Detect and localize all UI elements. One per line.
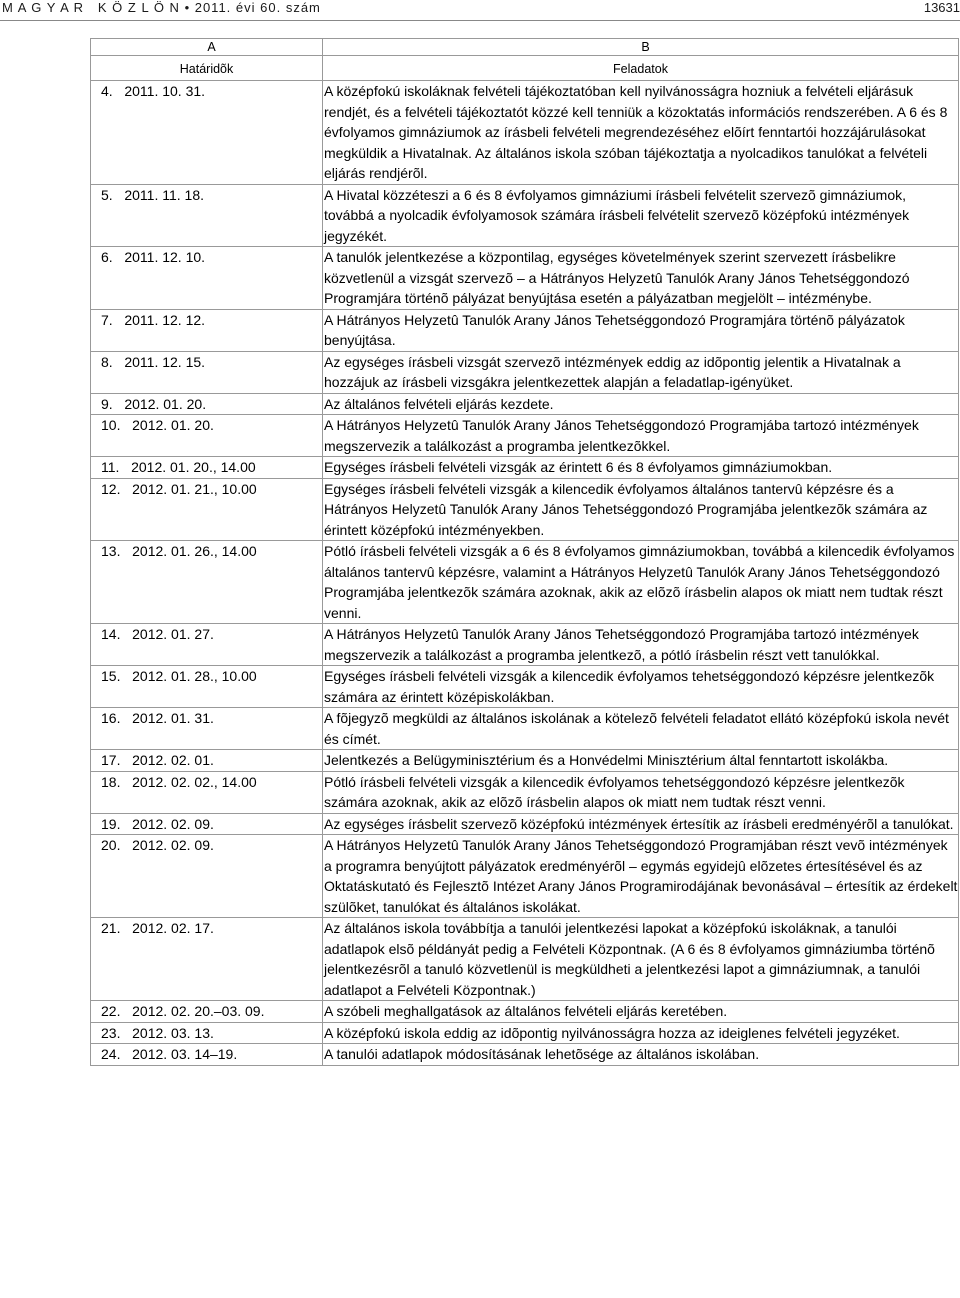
issue-label: • 2011. évi 60. szám: [184, 0, 321, 15]
deadline-cell: 22. 2012. 02. 20.–03. 09.: [91, 1001, 323, 1023]
journal-name: M A G Y A R K Ö Z L Ö N: [2, 0, 180, 15]
deadline-cell: 7. 2011. 12. 12.: [91, 309, 323, 351]
deadline-table: [90, 38, 959, 1066]
task-cell: A tanulók jelentkezése a központilag, egységes követelmények szerint szervezett írásbelikre közvetlenül a vizsgát szervezõ – a Hátrányos Helyzetû Tanulók Arany János Tehetséggondozó Programjára történõ pályázat benyújtása esetén a pályázatban megjelölt – intézménybe.: [323, 247, 959, 310]
table-row: [91, 457, 959, 479]
table-row: [91, 309, 959, 351]
task-cell: A Hátrányos Helyzetû Tanulók Arany János Tehetséggondozó Programjába tartozó intézmények megszervezik a találkozást a programba jelentkezõ, a pótló írásbelin részt vett tanulókkal.: [323, 624, 959, 666]
table-row: [91, 708, 959, 750]
deadline-cell: 19. 2012. 02. 09.: [91, 813, 323, 835]
header-divider: [0, 20, 960, 21]
column-letter-a: A: [91, 39, 323, 56]
column-title-deadlines: Határidõk: [91, 56, 323, 81]
deadline-cell: 5. 2011. 11. 18.: [91, 184, 323, 247]
task-cell: Az egységes írásbelit szervezõ középfokú intézmények értesítik az írásbeli eredményérõl a tanulókat.: [323, 813, 959, 835]
table-row: [91, 835, 959, 918]
task-cell: Egységes írásbeli felvételi vizsgák a kilencedik évfolyamos tehetséggondozó képzésre jelentkezõk számára az érintett középiskolákban.: [323, 666, 959, 708]
table-row: [91, 184, 959, 247]
table-row: [91, 247, 959, 310]
deadline-cell: 6. 2011. 12. 10.: [91, 247, 323, 310]
table-row: [91, 478, 959, 541]
deadline-cell: 20. 2012. 02. 09.: [91, 835, 323, 918]
table-row: [91, 771, 959, 813]
task-cell: A Hivatal közzéteszi a 6 és 8 évfolyamos gimnáziumi írásbeli felvételit szervezõ gimnáziumok, továbbá a nyolcadik évfolyamosok számára írásbeli felvételit szervezõ középfokú intézmények jegyzékét.: [323, 184, 959, 247]
task-cell: A középfokú iskoláknak felvételi tájékoztatóban kell nyilvánosságra hozniuk a felvételi eljárásuk rendjét, és a felvételi tájékoztatót közzé kell tenniük a közoktatás információs rendszerében. A 6 és 8 évfolyamos gimnáziumok az írásbeli felvételi megrendezéséhez elõírt fenntartói hozzájárulásokat megküldik a Hivatalnak. Az általános iskola szóban tájékoztatja a nyolcadikos tanulókat a felvételi eljárás rendjérõl.: [323, 81, 959, 185]
page-number: 13631: [923, 0, 960, 15]
table-row: [91, 1001, 959, 1023]
table-row: [91, 415, 959, 457]
task-cell: Egységes írásbeli felvételi vizsgák az érintett 6 és 8 évfolyamos gimnáziumokban.: [323, 457, 959, 479]
task-cell: A Hátrányos Helyzetû Tanulók Arany János Tehetséggondozó Programjára történõ pályázatok benyújtása.: [323, 309, 959, 351]
table-row: [91, 1044, 959, 1066]
column-letter-row: [91, 39, 959, 56]
task-cell: A Hátrányos Helyzetû Tanulók Arany János Tehetséggondozó Programjába tartozó intézmények megszervezik a találkozást a programba jelentkezõkkel.: [323, 415, 959, 457]
deadline-cell: 21. 2012. 02. 17.: [91, 918, 323, 1001]
deadline-cell: 24. 2012. 03. 14–19.: [91, 1044, 323, 1066]
task-cell: A tanulói adatlapok módosításának lehetõsége az általános iskolában.: [323, 1044, 959, 1066]
table-row: [91, 1022, 959, 1044]
task-cell: Pótló írásbeli felvételi vizsgák a kilencedik évfolyamos tehetséggondozó képzésre jelentkezõk számára azoknak, akik az elõzõ írásbelin alapos ok miatt nem tudtak részt venni.: [323, 771, 959, 813]
deadline-cell: 8. 2011. 12. 15.: [91, 351, 323, 393]
deadline-cell: 9. 2012. 01. 20.: [91, 393, 323, 415]
task-cell: Pótló írásbeli felvételi vizsgák a 6 és 8 évfolyamos gimnáziumokban, továbbá a kilencedik évfolyamos általános tantervû képzésre, valamint a Hátrányos Helyzetû Tanulók Arany János Tehetséggondozó Programjába jelentkezõk számára azoknak, akik az elõzõ írásbelin alapos ok miatt nem tudtak részt venni.: [323, 541, 959, 624]
table-row: [91, 750, 959, 772]
deadline-cell: 16. 2012. 01. 31.: [91, 708, 323, 750]
task-cell: Egységes írásbeli felvételi vizsgák a kilencedik évfolyamos általános tantervû képzésre és a Hátrányos Helyzetû Tanulók Arany János Tehetséggondozó Programjába jelentkezõk számára az érintett középfokú intézményekben.: [323, 478, 959, 541]
table-row: [91, 813, 959, 835]
column-title-row: [91, 56, 959, 81]
table-row: [91, 624, 959, 666]
table-row: [91, 81, 959, 185]
deadline-cell: 12. 2012. 01. 21., 10.00: [91, 478, 323, 541]
task-cell: Jelentkezés a Belügyminisztérium és a Honvédelmi Minisztérium által fenntartott iskolákba.: [323, 750, 959, 772]
task-cell: Az egységes írásbeli vizsgát szervezõ intézmények eddig az idõpontig jelentik a Hivatalnak a hozzájuk az írásbeli vizsgákra jelentkezettek alapján a feladatlap-igényüket.: [323, 351, 959, 393]
column-title-tasks: Feladatok: [323, 56, 959, 81]
task-cell: A szóbeli meghallgatások az általános felvételi eljárás keretében.: [323, 1001, 959, 1023]
deadline-cell: 23. 2012. 03. 13.: [91, 1022, 323, 1044]
deadline-cell: 11. 2012. 01. 20., 14.00: [91, 457, 323, 479]
deadline-cell: 17. 2012. 02. 01.: [91, 750, 323, 772]
task-cell: A középfokú iskola eddig az idõpontig nyilvánosságra hozza az ideiglenes felvételi jegyzéket.: [323, 1022, 959, 1044]
task-cell: A Hátrányos Helyzetû Tanulók Arany János Tehetséggondozó Programjában részt vevõ intézmények a programra benyújtott pályázatok eredményérõl – egymás egyidejû elõzetes értesítésével és az Oktatáskutató és Fejlesztõ Intézet Arany János Programirodájának bevonásával – értesítik az érdekelt szülõket, tanulókat és általános iskolákat.: [323, 835, 959, 918]
deadline-cell: 14. 2012. 01. 27.: [91, 624, 323, 666]
table-row: [91, 351, 959, 393]
task-cell: A fõjegyzõ megküldi az általános iskolának a kötelezõ felvételi feladatot ellátó középfokú iskola nevét és címét.: [323, 708, 959, 750]
table-row: [91, 541, 959, 624]
deadline-cell: 13. 2012. 01. 26., 14.00: [91, 541, 323, 624]
column-letter-b: B: [323, 39, 959, 56]
task-cell: Az általános iskola továbbítja a tanulói jelentkezési lapokat a középfokú iskoláknak, a tanulói adatlapok elsõ példányát pedig a Felvételi Központnak. (A 6 és 8 évfolyamos gimnáziumba történõ jelentkezésrõl a tanuló közvetlenül is megküldheti a jelentkezési lapot a gimnáziumnak, a tanulói adatlapot a Felvételi Központnak.): [323, 918, 959, 1001]
table-row: [91, 666, 959, 708]
deadline-cell: 4. 2011. 10. 31.: [91, 81, 323, 185]
table-row: [91, 393, 959, 415]
deadline-cell: 10. 2012. 01. 20.: [91, 415, 323, 457]
deadline-cell: 15. 2012. 01. 28., 10.00: [91, 666, 323, 708]
deadline-cell: 18. 2012. 02. 02., 14.00: [91, 771, 323, 813]
page-header-title: [2, 0, 321, 15]
task-cell: Az általános felvételi eljárás kezdete.: [323, 393, 959, 415]
table-row: [91, 918, 959, 1001]
